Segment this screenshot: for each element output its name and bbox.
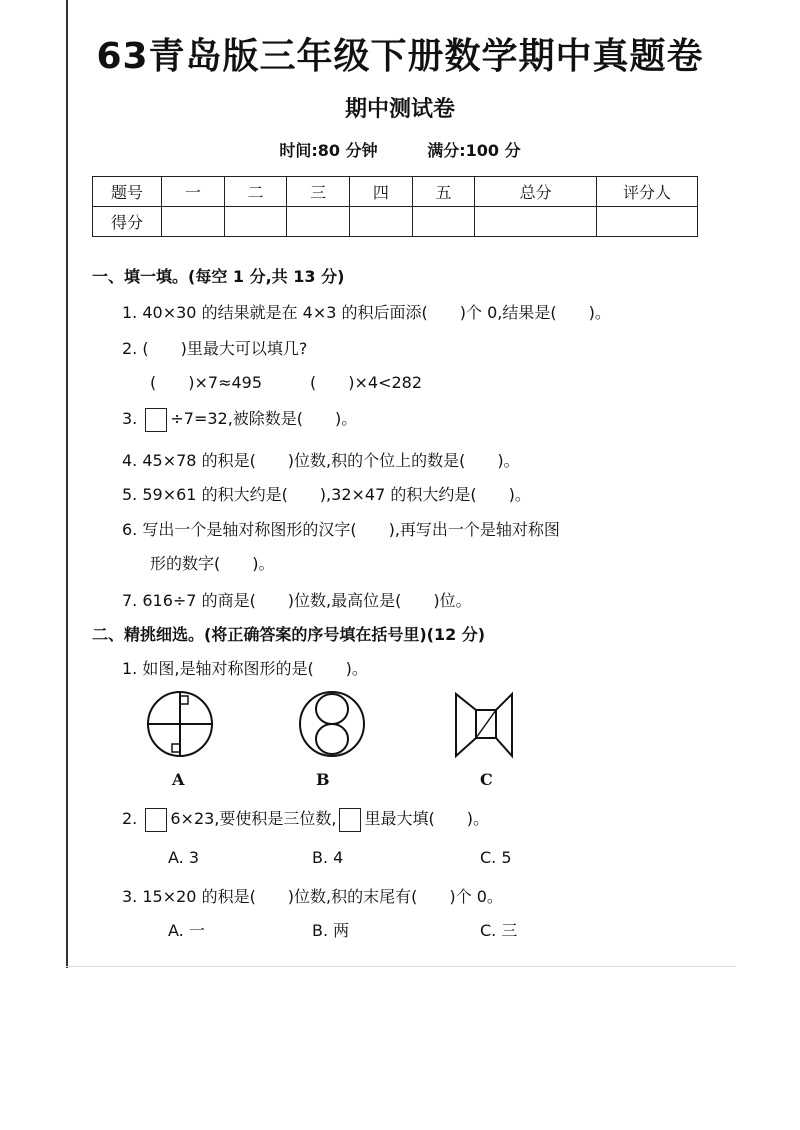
s1-question-2: 2. ( )里最大可以填几? [122, 339, 308, 358]
s2-question-2 [122, 806, 489, 832]
s2-q2-option-a[interactable]: A. 3 [168, 848, 200, 867]
table-cell: 题号 [93, 177, 162, 207]
table-cell: 一 [162, 177, 225, 207]
s2-question-3: 3. 15×20 的积是( )位数,积的末尾有( )个 0。 [122, 887, 503, 906]
table-cell: 二 [224, 177, 287, 207]
left-margin-line [66, 0, 68, 968]
s2-q3-option-a[interactable]: A. 一 [168, 921, 205, 940]
table-cell: 四 [350, 177, 413, 207]
question-number: 2. [122, 809, 138, 828]
figure-b-circle-two-ovals [300, 692, 364, 756]
exam-full-score: 满分:100 分 [427, 141, 521, 160]
table-cell: 得分 [93, 207, 162, 237]
s1-question-5: 5. 59×61 的积大约是( ),32×47 的积大约是( )。 [122, 485, 531, 504]
score-table-score-row [93, 207, 698, 237]
figure-label-a: A [172, 770, 185, 789]
s1-question-4: 4. 45×78 的积是( )位数,积的个位上的数是( )。 [122, 451, 520, 470]
s1-question-3 [122, 406, 357, 432]
section1-heading: 一、填一填。(每空 1 分,共 13 分) [92, 267, 345, 286]
figure-c-bowtie-shape [456, 694, 512, 756]
exam-meta [90, 138, 710, 161]
score-entry-cell[interactable] [412, 207, 475, 237]
score-entry-cell[interactable] [597, 207, 698, 237]
s1-question-2-sub: ( )×7≈495 ( )×4<282 [150, 373, 423, 392]
s2-q3-option-b[interactable]: B. 两 [312, 921, 350, 940]
score-entry-cell[interactable] [287, 207, 350, 237]
score-entry-cell[interactable] [224, 207, 287, 237]
page-title: 63青岛版三年级下册数学期中真题卷 [96, 36, 704, 77]
page-subtitle: 期中测试卷 [344, 97, 455, 122]
figure-label-b: B [316, 770, 330, 789]
symmetry-figures [140, 688, 540, 760]
answer-box[interactable] [339, 808, 361, 832]
s1-question-7: 7. 616÷7 的商是( )位数,最高位是( )位。 [122, 591, 472, 610]
answer-box[interactable] [145, 808, 167, 832]
s1-question-1: 1. 40×30 的结果就是在 4×3 的积后面添( )个 0,结果是( )。 [122, 303, 611, 322]
score-table-header-row [93, 177, 698, 207]
bottom-margin-line [66, 966, 736, 967]
section2-heading: 二、精挑细选。(将正确答案的序号填在括号里)(12 分) [92, 625, 486, 644]
s2-q2-option-b[interactable]: B. 4 [312, 848, 344, 867]
s2-question-1: 1. 如图,是轴对称图形的是( )。 [122, 659, 368, 678]
question-text: 里最大填( )。 [364, 809, 489, 828]
figure-a-circle-quadrants [148, 692, 212, 756]
table-cell: 总分 [475, 177, 597, 207]
score-entry-cell[interactable] [350, 207, 413, 237]
s1-question-6-line2: 形的数字( )。 [150, 554, 275, 573]
question-text: 6×23,要使积是三位数, [170, 809, 337, 828]
exam-time: 时间:80 分钟 [279, 141, 378, 160]
table-cell: 五 [412, 177, 475, 207]
table-cell: 三 [287, 177, 350, 207]
s2-q2-option-c[interactable]: C. 5 [480, 848, 512, 867]
figure-label-c: C [480, 770, 493, 789]
s2-q3-option-c[interactable]: C. 三 [480, 921, 518, 940]
score-table [92, 176, 698, 237]
table-cell: 评分人 [597, 177, 698, 207]
score-entry-cell[interactable] [475, 207, 597, 237]
score-entry-cell[interactable] [162, 207, 225, 237]
question-number: 3. [122, 409, 138, 428]
answer-box[interactable] [145, 408, 167, 432]
s1-question-6-line1: 6. 写出一个是轴对称图形的汉字( ),再写出一个是轴对称图 [122, 520, 560, 539]
question-text: ÷7=32,被除数是( )。 [170, 409, 358, 428]
